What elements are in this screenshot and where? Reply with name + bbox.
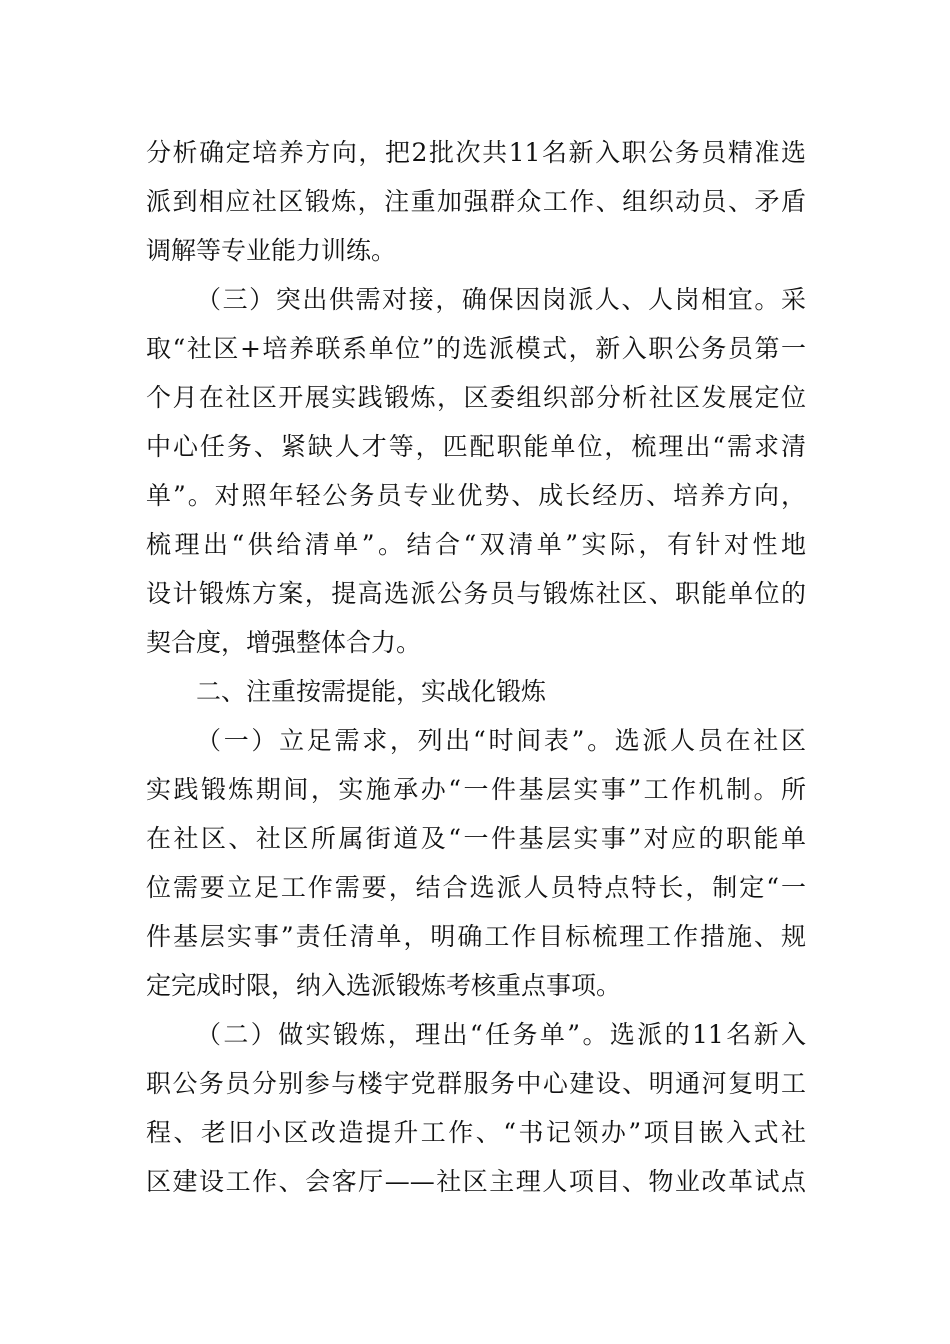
paragraph-heading-line: （一）立足需求，列出“时间表”。选派人员在社区 <box>196 726 806 755</box>
text-line: 位需要立足工作需要，结合选派人员特点特长，制定“一 <box>146 873 806 902</box>
text-line: 定完成时限，纳入选派锻炼考核重点事项。 <box>146 971 622 1000</box>
text-line: 分析确定培养方向，把2批次共11名新入职公务员精准选 <box>146 138 806 167</box>
paragraph-heading-line: （三）突出供需对接，确保因岗派人、人岗相宜。采 <box>196 285 806 314</box>
text-line: 程、老旧小区改造提升工作、“书记领办”项目嵌入式社 <box>146 1118 806 1147</box>
text-line: 在社区、社区所属街道及“一件基层实事”对应的职能单 <box>146 824 806 853</box>
text-line: 设计锻炼方案，提高选派公务员与锻炼社区、职能单位的 <box>146 579 806 608</box>
paragraph-heading-line: （二）做实锻炼，理出“任务单”。选派的11名新入 <box>196 1020 806 1049</box>
text-line: 单”。对照年轻公务员专业优势、成长经历、培养方向， <box>146 481 806 510</box>
text-line: 职公务员分别参与楼宇党群服务中心建设、明通河复明工 <box>146 1069 806 1098</box>
text-line: 梳理出“供给清单”。结合“双清单”实际，有针对性地 <box>146 530 806 559</box>
text-line: 取“社区+培养联系单位”的选派模式，新入职公务员第一 <box>146 334 806 363</box>
text-line: 派到相应社区锻炼，注重加强群众工作、组织动员、矛盾 <box>146 187 806 216</box>
text-line: 中心任务、紧缺人才等，匹配职能单位，梳理出“需求清 <box>146 432 806 461</box>
text-line: 件基层实事”责任清单，明确工作目标梳理工作措施、规 <box>146 922 806 951</box>
text-line: 个月在社区开展实践锻炼，区委组织部分析社区发展定位 <box>146 383 806 412</box>
text-line: 调解等专业能力训练。 <box>146 236 397 265</box>
text-line: 契合度，增强整体合力。 <box>146 628 422 657</box>
section-heading: 二、注重按需提能，实战化锻炼 <box>196 677 547 706</box>
text-line: 区建设工作、会客厅——社区主理人项目、物业改革试点 <box>146 1167 806 1196</box>
document-body <box>146 128 806 1206</box>
text-line: 实践锻炼期间，实施承办“一件基层实事”工作机制。所 <box>146 775 806 804</box>
